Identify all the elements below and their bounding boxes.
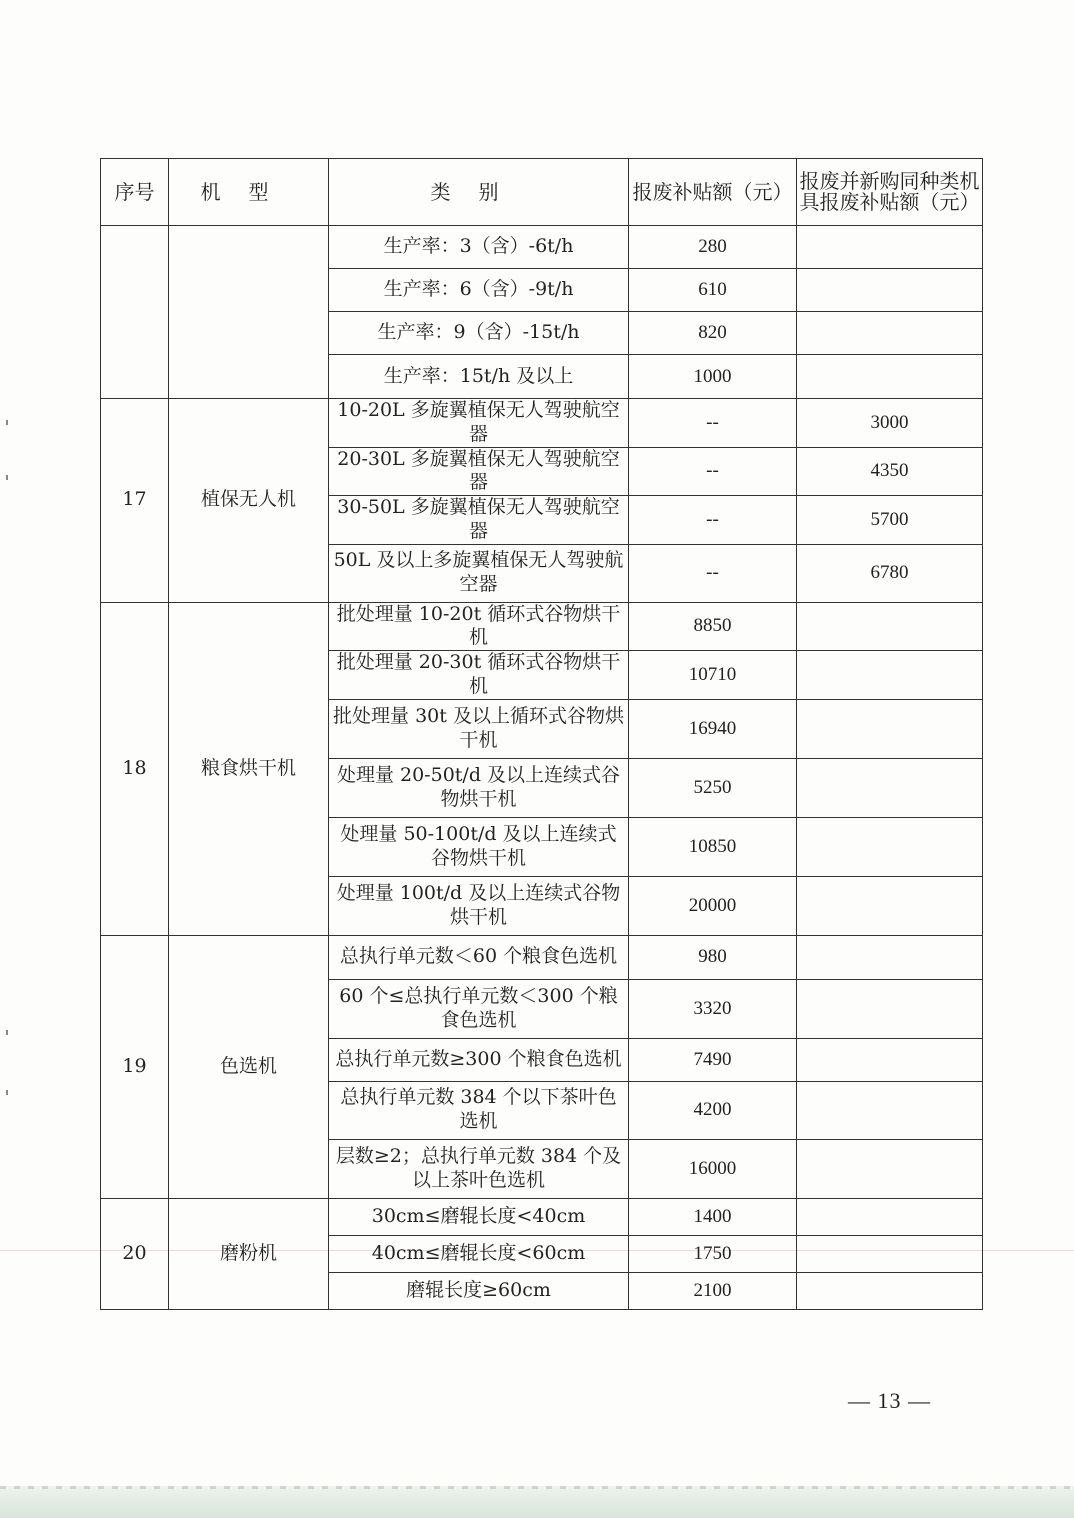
table-header-row — [101, 159, 983, 226]
table-row — [101, 399, 983, 448]
header-subsidy: 报废补贴额（元） — [629, 159, 797, 226]
subsidy-new-cell — [797, 355, 983, 399]
subsidy-new-cell — [797, 758, 983, 817]
subsidy-table — [100, 158, 983, 1310]
seq-cell: 17 — [101, 399, 169, 603]
category-cell: 50L 及以上多旋翼植保无人驾驶航空器 — [329, 544, 629, 602]
category-cell: 生产率：15t/h 及以上 — [329, 355, 629, 399]
subsidy-cell: 16940 — [629, 699, 797, 758]
subsidy-new-cell — [797, 1198, 983, 1235]
header-category: 类别 — [329, 159, 629, 226]
category-cell: 40cm≤磨辊长度<60cm — [329, 1235, 629, 1272]
table-row — [101, 602, 983, 651]
subsidy-cell: 1750 — [629, 1235, 797, 1272]
category-cell: 层数≥2；总执行单元数 384 个及以上茶叶色选机 — [329, 1139, 629, 1198]
subsidy-cell: 980 — [629, 935, 797, 979]
subsidy-new-cell — [797, 1235, 983, 1272]
header-seq: 序号 — [101, 159, 169, 226]
subsidy-new-cell: 6780 — [797, 544, 983, 602]
table-row — [101, 226, 983, 269]
subsidy-cell: 7490 — [629, 1038, 797, 1081]
model-cell: 色选机 — [169, 935, 329, 1198]
subsidy-cell: 10850 — [629, 817, 797, 876]
subsidy-new-cell — [797, 876, 983, 935]
table-row — [101, 1198, 983, 1235]
subsidy-new-cell — [797, 651, 983, 700]
subsidy-cell: 16000 — [629, 1139, 797, 1198]
category-cell: 生产率：9（含）-15t/h — [329, 312, 629, 355]
header-model: 机型 — [169, 159, 329, 226]
subsidy-cell: -- — [629, 544, 797, 602]
subsidy-cell: 1400 — [629, 1198, 797, 1235]
category-cell: 处理量 50-100t/d 及以上连续式谷物烘干机 — [329, 817, 629, 876]
category-cell: 磨辊长度≥60cm — [329, 1272, 629, 1309]
subsidy-cell: 1000 — [629, 355, 797, 399]
model-cell: 植保无人机 — [169, 399, 329, 603]
subsidy-cell: -- — [629, 496, 797, 545]
seq-cell: 20 — [101, 1198, 169, 1309]
subsidy-new-cell — [797, 1139, 983, 1198]
subsidy-new-cell — [797, 699, 983, 758]
model-cell: 磨粉机 — [169, 1198, 329, 1309]
seq-cell: 19 — [101, 935, 169, 1198]
category-cell: 生产率：3（含）-6t/h — [329, 226, 629, 269]
category-cell: 总执行单元数＜60 个粮食色选机 — [329, 935, 629, 979]
subsidy-cell: 8850 — [629, 602, 797, 651]
subsidy-new-cell — [797, 1038, 983, 1081]
scan-mark — [6, 475, 8, 480]
category-cell: 批处理量 10-20t 循环式谷物烘干机 — [329, 602, 629, 651]
category-cell: 生产率：6（含）-9t/h — [329, 269, 629, 312]
seq-cell — [101, 226, 169, 399]
page-number: — 13 — — [848, 1388, 931, 1413]
table-row — [101, 935, 983, 979]
subsidy-cell: 2100 — [629, 1272, 797, 1309]
subsidy-new-cell: 3000 — [797, 399, 983, 448]
subsidy-new-cell — [797, 817, 983, 876]
subsidy-new-cell — [797, 602, 983, 651]
subsidy-cell: 610 — [629, 269, 797, 312]
subsidy-cell: -- — [629, 399, 797, 448]
category-cell: 20-30L 多旋翼植保无人驾驶航空器 — [329, 447, 629, 496]
category-cell: 10-20L 多旋翼植保无人驾驶航空器 — [329, 399, 629, 448]
subsidy-cell: 820 — [629, 312, 797, 355]
category-cell: 总执行单元数 384 个以下茶叶色选机 — [329, 1081, 629, 1139]
subsidy-new-cell — [797, 1081, 983, 1139]
subsidy-cell: 5250 — [629, 758, 797, 817]
subsidy-cell: 3320 — [629, 979, 797, 1038]
subsidy-new-cell — [797, 1272, 983, 1309]
scan-mark — [6, 1090, 8, 1095]
subsidy-new-cell: 5700 — [797, 496, 983, 545]
category-cell: 30-50L 多旋翼植保无人驾驶航空器 — [329, 496, 629, 545]
scan-edge-dots — [0, 1486, 1074, 1489]
subsidy-cell: 10710 — [629, 651, 797, 700]
subsidy-cell: 280 — [629, 226, 797, 269]
category-cell: 处理量 20-50t/d 及以上连续式谷物烘干机 — [329, 758, 629, 817]
subsidy-new-cell — [797, 979, 983, 1038]
subsidy-new-cell — [797, 935, 983, 979]
subsidy-new-cell — [797, 226, 983, 269]
category-cell: 60 个≤总执行单元数＜300 个粮食色选机 — [329, 979, 629, 1038]
subsidy-new-cell — [797, 269, 983, 312]
scan-mark — [6, 420, 8, 425]
scan-mark — [6, 1030, 8, 1035]
category-cell: 批处理量 30t 及以上循环式谷物烘干机 — [329, 699, 629, 758]
subsidy-new-cell — [797, 312, 983, 355]
model-cell: 粮食烘干机 — [169, 602, 329, 935]
seq-cell: 18 — [101, 602, 169, 935]
category-cell: 批处理量 20-30t 循环式谷物烘干机 — [329, 651, 629, 700]
category-cell: 30cm≤磨辊长度<40cm — [329, 1198, 629, 1235]
category-cell: 处理量 100t/d 及以上连续式谷物烘干机 — [329, 876, 629, 935]
header-subsidy-new: 报废并新购同种类机具报废补贴额（元） — [797, 159, 983, 226]
subsidy-new-cell: 4350 — [797, 447, 983, 496]
subsidy-cell: -- — [629, 447, 797, 496]
subsidy-cell: 4200 — [629, 1081, 797, 1139]
subsidy-cell: 20000 — [629, 876, 797, 935]
scan-edge-footer — [0, 1486, 1074, 1518]
category-cell: 总执行单元数≥300 个粮食色选机 — [329, 1038, 629, 1081]
model-cell — [169, 226, 329, 399]
